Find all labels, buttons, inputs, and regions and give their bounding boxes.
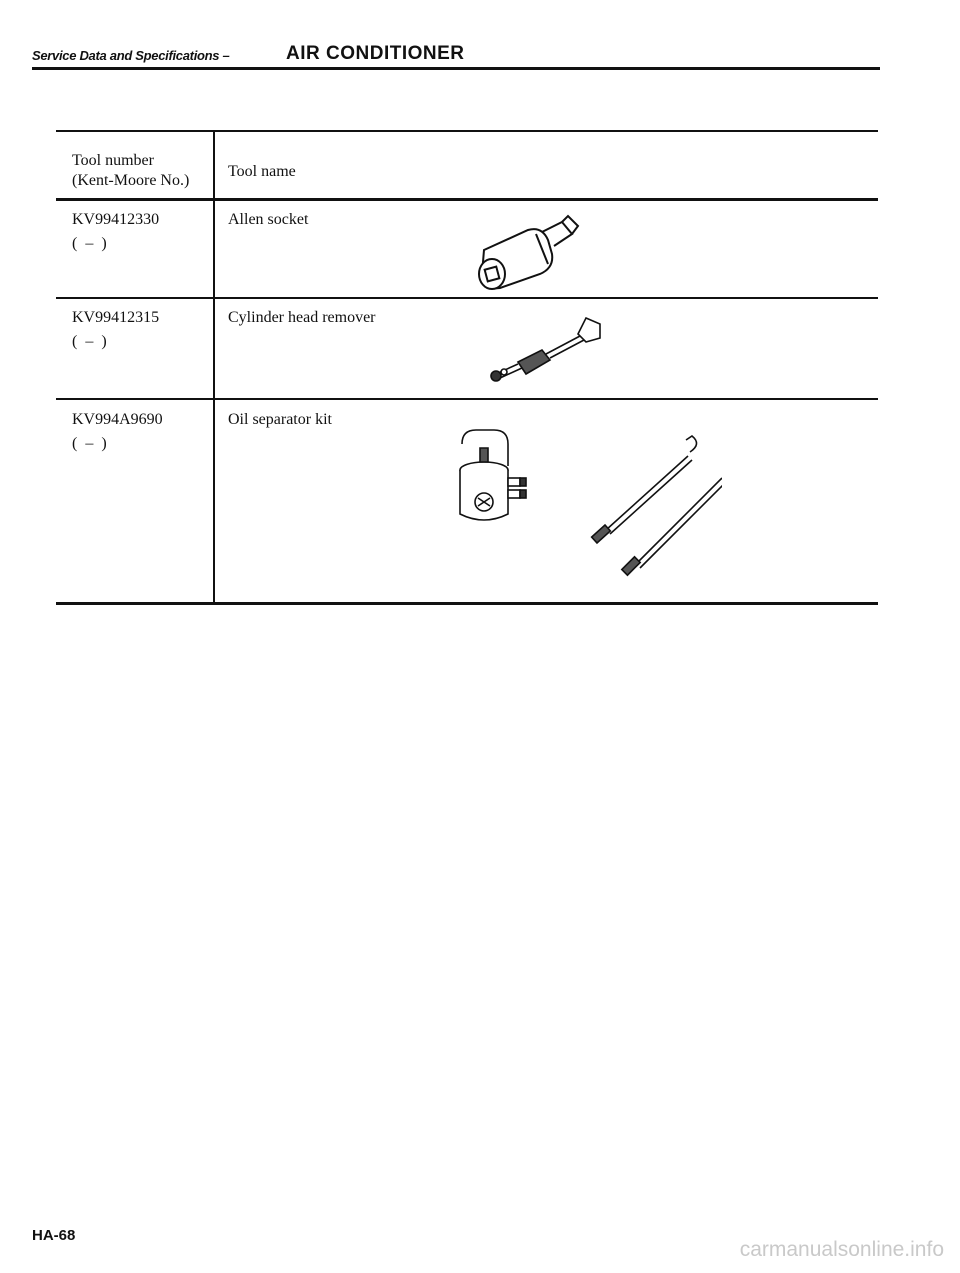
column-header-kent-moore: (Kent-Moore No.) [72,172,190,189]
tool-table [56,130,878,605]
allen-socket-illustration [476,212,586,292]
table-bottom-rule [56,602,878,605]
column-header-tool-number: Tool number [72,152,154,169]
tool-number: KV994A9690 [72,411,163,428]
column-header-tool-name: Tool name [228,163,296,180]
watermark: carmanualsonline.info [739,1238,944,1261]
cylinder-head-remover-illustration [482,312,612,382]
table-row-divider [56,398,878,400]
tool-number: KV99412315 [72,309,160,326]
page-number: HA-68 [32,1227,76,1244]
table-row-divider [56,297,878,299]
section-label: Service Data and Specifications – [32,48,230,63]
tool-name: Oil separator kit [228,411,332,428]
table-column-divider [213,130,215,605]
page-title: AIR CONDITIONER [286,43,465,64]
tool-name: Allen socket [228,211,309,228]
tool-number: KV99412330 [72,211,160,228]
table-top-rule [56,130,878,132]
page-header [32,43,880,70]
tool-name: Cylinder head remover [228,309,376,326]
table-header-rule [56,198,878,201]
kent-moore-number: ( – ) [72,435,107,452]
oil-separator-kit-illustration [452,426,722,586]
kent-moore-number: ( – ) [72,333,107,350]
kent-moore-number: ( – ) [72,235,107,252]
